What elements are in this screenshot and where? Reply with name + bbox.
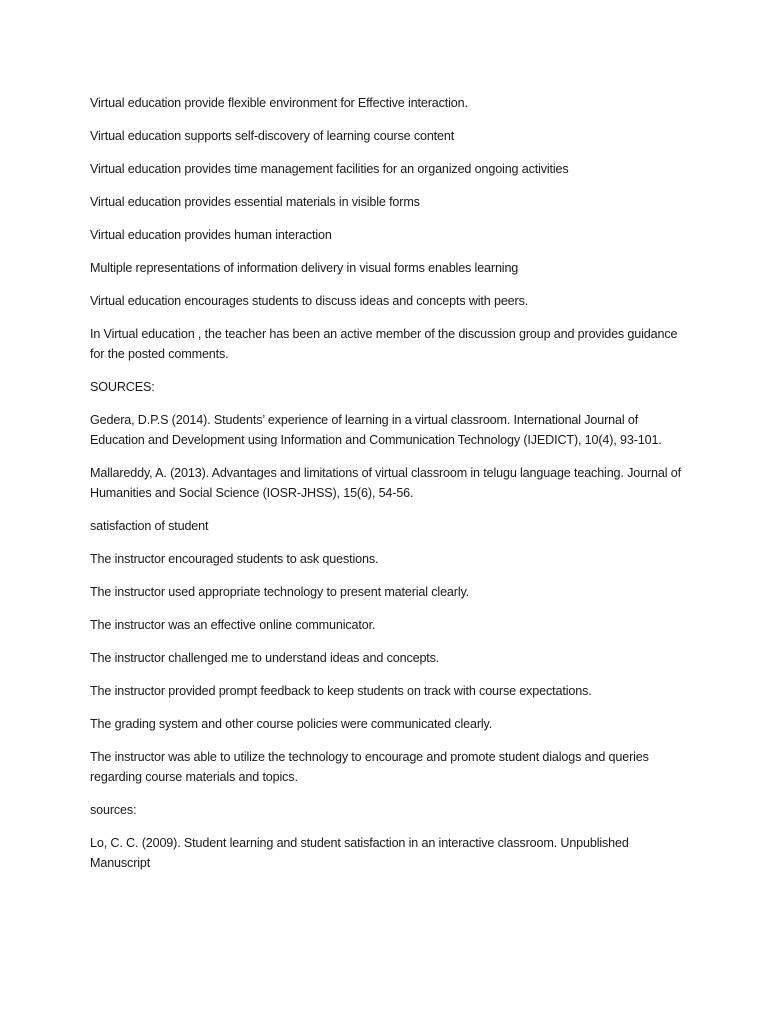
paragraph-time-management: Virtual education provides time management facilities for an organized ongoing activities bbox=[90, 162, 569, 176]
citation-mallareddy: Mallareddy, A. (2013). Advantages and limitations of virtual classroom in telugu language teaching. Journal of Humanities and Social Science (IOSR-JHSS), 15(6), 54-56. bbox=[90, 466, 681, 500]
sources-heading-2: sources: bbox=[90, 803, 137, 817]
item-online-communicator: The instructor was an effective online communicator. bbox=[90, 618, 376, 632]
paragraph-multiple-representations: Multiple representations of information delivery in visual forms enables learning bbox=[90, 261, 519, 275]
item-challenged-me: The instructor challenged me to understand ideas and concepts. bbox=[90, 651, 440, 665]
sources-heading-1: SOURCES: bbox=[90, 380, 155, 394]
item-utilize-technology: The instructor was able to utilize the technology to encourage and promote student dialogs and queries regarding course materials and topics. bbox=[90, 750, 649, 784]
item-ask-questions: The instructor encouraged students to ask questions. bbox=[90, 552, 379, 566]
paragraph-flexible-environment: Virtual education provide flexible environment for Effective interaction. bbox=[90, 96, 468, 110]
item-grading-system: The grading system and other course policies were communicated clearly. bbox=[90, 717, 493, 731]
document-page bbox=[90, 93, 690, 886]
satisfaction-heading: satisfaction of student bbox=[90, 519, 209, 533]
item-prompt-feedback: The instructor provided prompt feedback to keep students on track with course expectations. bbox=[90, 684, 592, 698]
paragraph-self-discovery: Virtual education supports self-discovery of learning course content bbox=[90, 129, 455, 143]
item-appropriate-technology: The instructor used appropriate technology to present material clearly. bbox=[90, 585, 470, 599]
paragraph-essential-materials: Virtual education provides essential materials in visible forms bbox=[90, 195, 420, 209]
paragraph-human-interaction: Virtual education provides human interaction bbox=[90, 228, 332, 242]
paragraph-discuss-ideas: Virtual education encourages students to discuss ideas and concepts with peers. bbox=[90, 294, 529, 308]
citation-lo: Lo, C. C. (2009). Student learning and student satisfaction in an interactive classroom. Unpublished Manuscript bbox=[90, 836, 629, 870]
paragraph-teacher-active-member: In Virtual education , the teacher has been an active member of the discussion group and provides guidance for the posted comments. bbox=[90, 327, 678, 361]
citation-gedera: Gedera, D.P.S (2014). Students’ experience of learning in a virtual classroom. International Journal of Education and Development using Information and Communication Technology (IJEDICT), 10(4), 93-101. bbox=[90, 413, 662, 447]
